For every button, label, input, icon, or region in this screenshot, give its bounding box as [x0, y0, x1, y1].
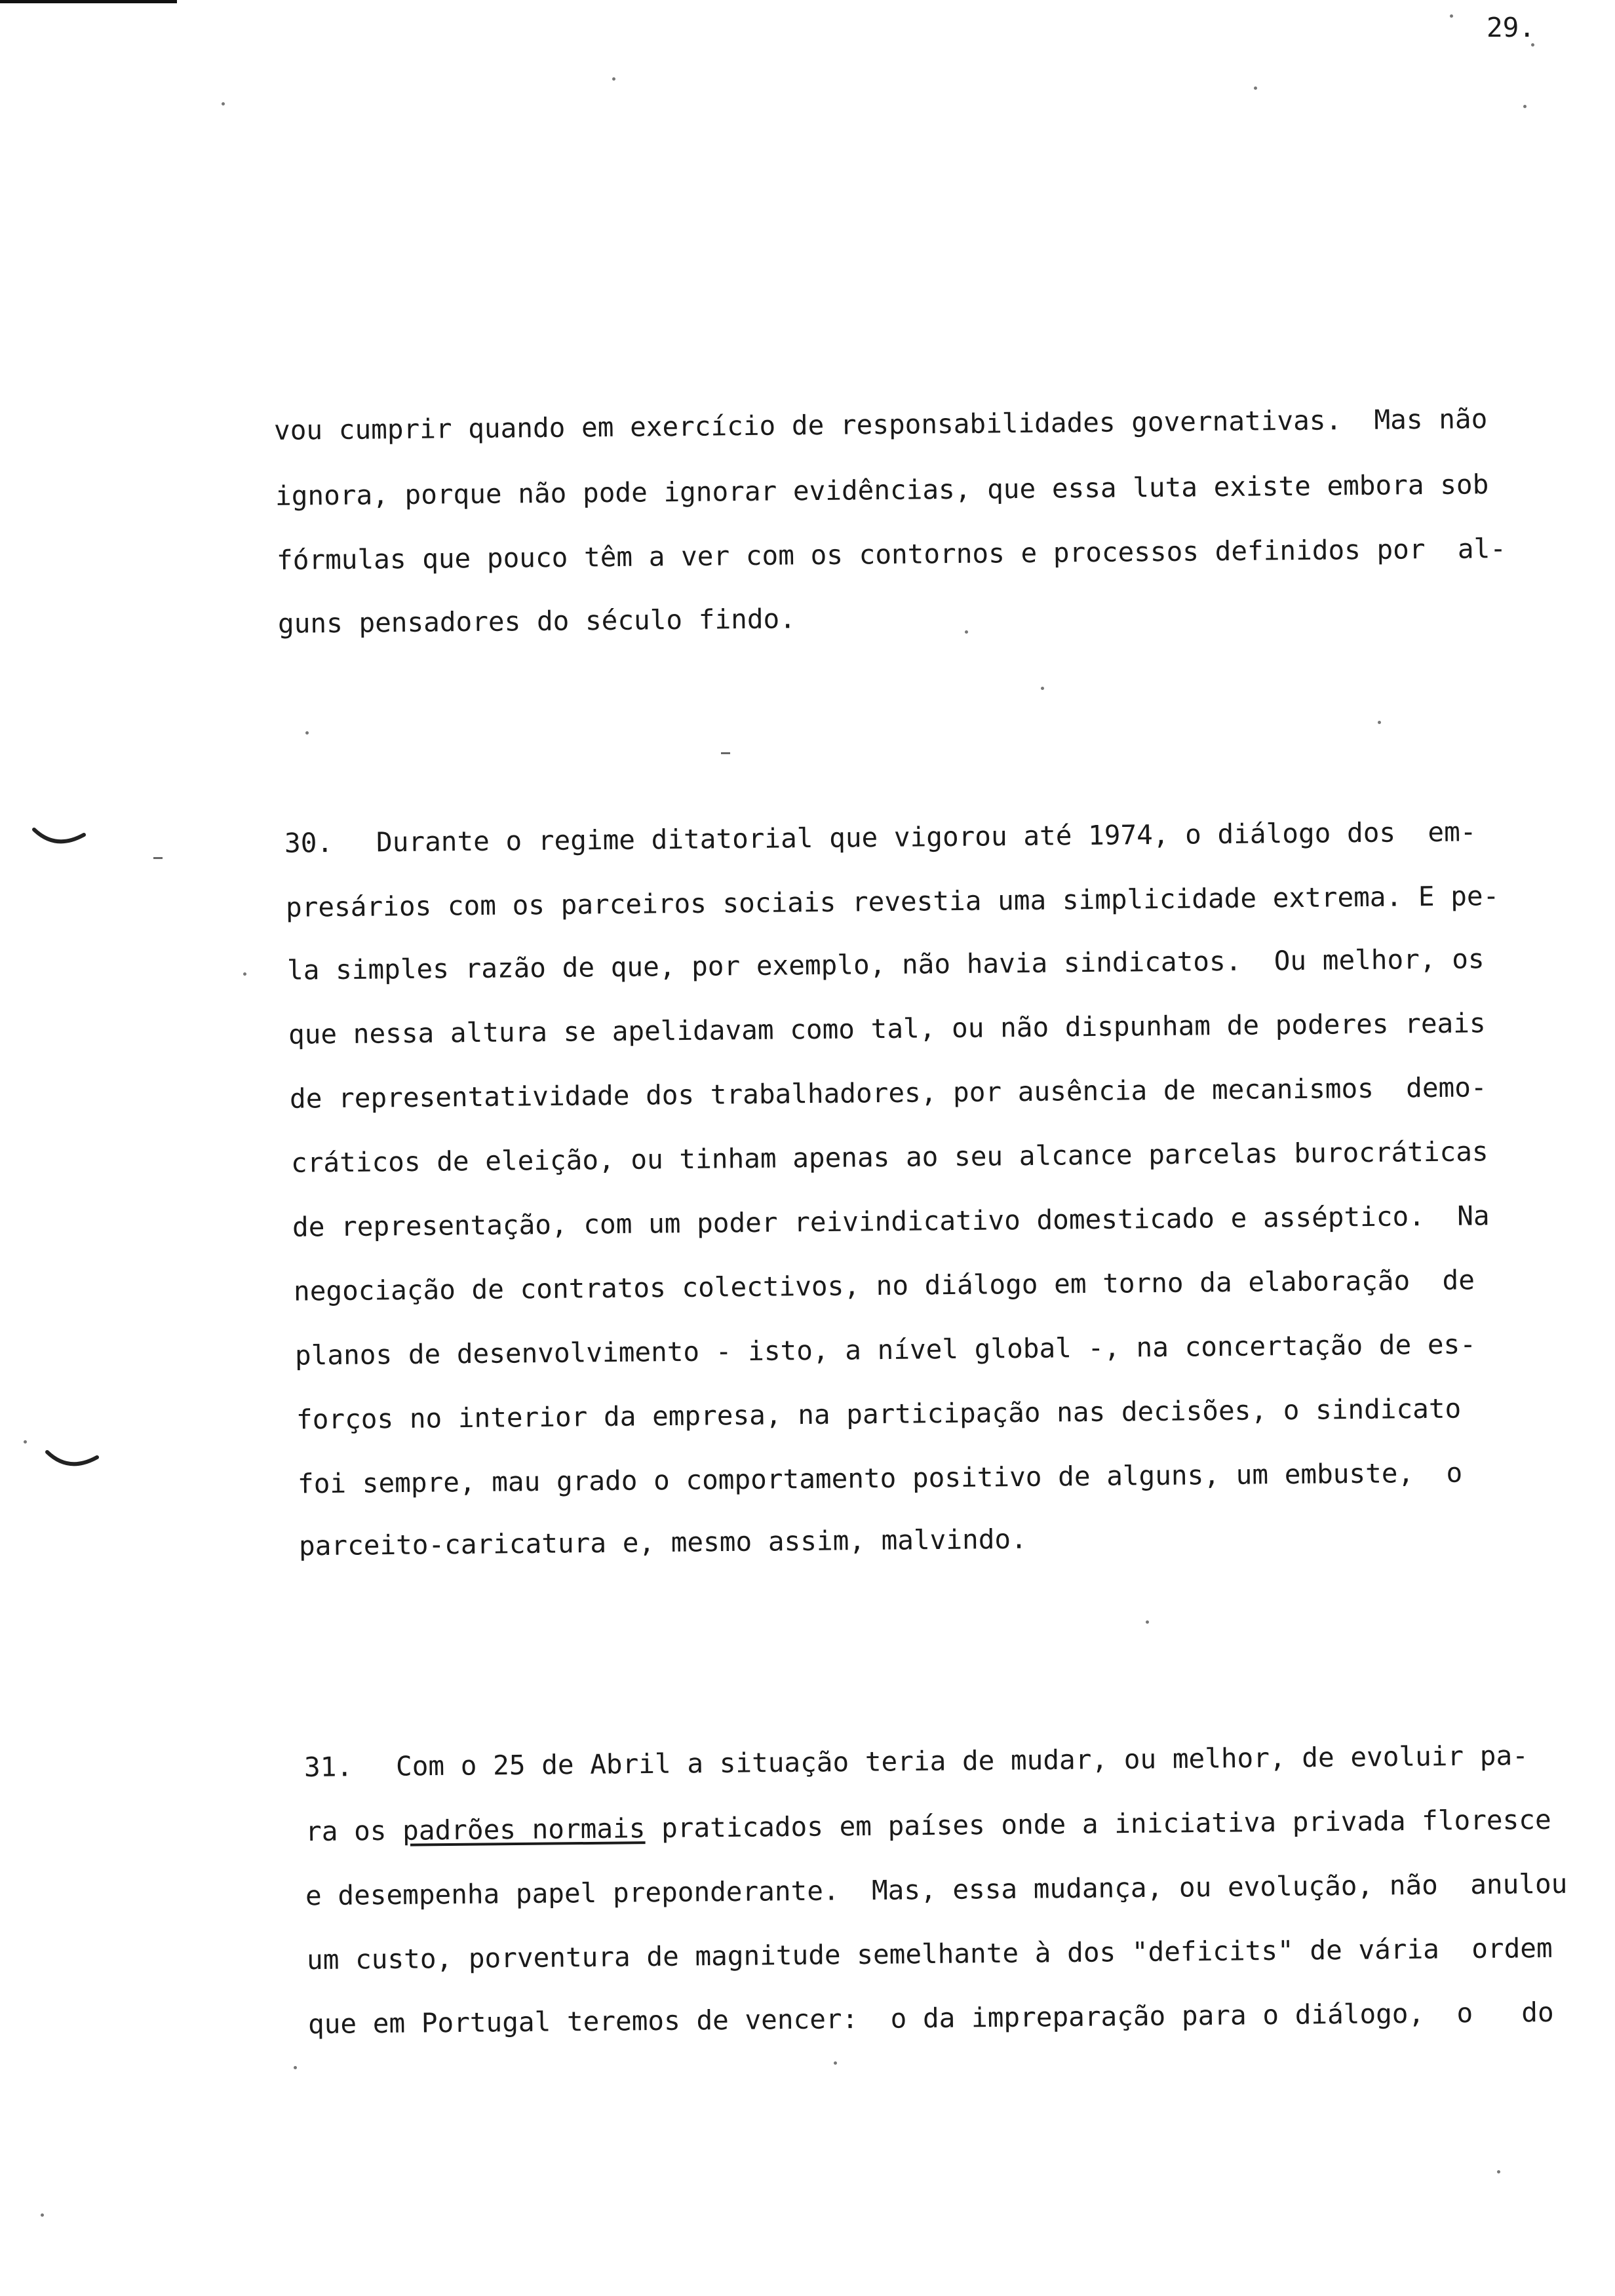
- paragraph-number: 30.: [284, 827, 334, 859]
- text-line: um custo, porventura de magnitude semelhante à dos "deficits" de vária ordem: [306, 1932, 1553, 1976]
- text-line: e desempenha papel preponderante. Mas, essa mudança, ou evolução, não anulou: [305, 1867, 1568, 1912]
- scan-speck: [1146, 1620, 1149, 1624]
- text-line: 31. Com o 25 de Abril a situação teria de mudar, ou melhor, de evoluir pa-: [303, 1740, 1529, 1783]
- scan-speck: [24, 1440, 27, 1444]
- text-line: 30. Durante o regime ditatorial que vigorou até 1974, o diálogo dos em-: [284, 816, 1477, 859]
- text-line: guns pensadores do século findo.: [277, 603, 796, 640]
- page-number: 29.: [1487, 12, 1536, 43]
- scan-speck: [1523, 105, 1527, 108]
- text-line: de representatividade dos trabalhadores, por ausência de mecanismos demo-: [289, 1071, 1487, 1115]
- scan-dash: [153, 857, 163, 859]
- scan-speck: [222, 102, 225, 105]
- text-line: ignora, porque não pode ignorar evidências, que essa luta existe embora sob: [275, 469, 1489, 512]
- text-line: la simples razão de que, por exemplo, não havia sindicatos. Ou melhor, os: [286, 943, 1485, 986]
- scan-speck: [1450, 14, 1453, 18]
- scan-speck: [243, 972, 246, 976]
- text-line: planos de desenvolvimento - isto, a nível global -, na concertação de es-: [294, 1328, 1477, 1371]
- text-line: de representação, com um poder reivindicativo domesticado e asséptico. Na: [292, 1200, 1490, 1243]
- underlined-phrase: padrões normais: [402, 1812, 646, 1846]
- scan-speck: [834, 2061, 837, 2065]
- punch-mark-icon: [26, 820, 92, 860]
- scan-speck: [1041, 687, 1044, 690]
- text-line: cráticos de eleição, ou tinham apenas ao seu alcance parcelas burocráticas: [290, 1136, 1489, 1179]
- scan-speck: [41, 2213, 44, 2217]
- scan-speck: [1497, 2170, 1500, 2173]
- scan-speck: [1378, 721, 1381, 724]
- scan-speck: [965, 630, 968, 634]
- scan-speck: [612, 77, 615, 81]
- text-line: fórmulas que pouco têm a ver com os contornos e processos definidos por al-: [276, 532, 1507, 577]
- text-line: que em Portugal teremos de vencer: o da impreparação para o diálogo, o do: [307, 1996, 1554, 2040]
- text-line: parceito-caricatura e, mesmo assim, malvindo.: [298, 1523, 1027, 1562]
- scan-speck: [305, 731, 309, 735]
- text-line: foi sempre, mau grado o comportamento positivo de alguns, um embuste, o: [297, 1457, 1463, 1500]
- text-line: vou cumprir quando em exercício de responsabilidades governativas. Mas não: [273, 403, 1488, 446]
- scan-speck: [1254, 86, 1257, 90]
- text-line: presários com os parceiros sociais revestia uma simplicidade extrema. E pe-: [285, 880, 1500, 923]
- text-line: ra os padrões normais praticados em países onde a iniciativa privada floresce: [305, 1803, 1551, 1848]
- paragraph-number: 31.: [303, 1751, 353, 1783]
- top-edge-rule: [0, 0, 177, 3]
- text-line: negociação de contratos colectivos, no diálogo em torno da elaboração de: [293, 1264, 1475, 1307]
- scan-dash: [721, 752, 730, 754]
- scan-speck: [294, 2066, 297, 2069]
- punch-mark-icon: [39, 1443, 105, 1482]
- scan-speck: [1531, 43, 1534, 47]
- text-line: forços no interior da empresa, na participação nas decisões, o sindicato: [296, 1392, 1462, 1436]
- text-line: que nessa altura se apelidavam como tal, ou não dispunham de poderes reais: [288, 1007, 1486, 1050]
